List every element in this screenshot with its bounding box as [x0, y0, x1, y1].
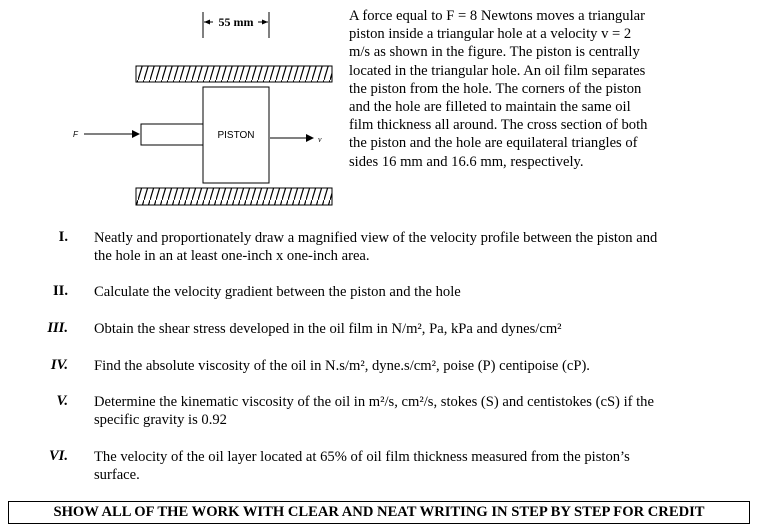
instruction-box: SHOW ALL OF THE WORK WITH CLEAR AND NEAT WRITING IN STEP BY STEP FOR CREDIT	[8, 501, 750, 524]
question-number-1: I.	[58, 229, 68, 245]
velocity-label: v	[318, 135, 322, 144]
question-text-4: Find the absolute viscosity of the oil in N.s/m², dyne.s/cm², poise (P) centipoise (cP).	[94, 358, 590, 374]
dimension-label: 55 mm	[218, 15, 254, 29]
bottom-wall	[136, 188, 332, 205]
top-wall	[136, 66, 332, 82]
question-text-1: Neatly and proportionately draw a magnified view of the velocity profile between the piston and the hole in an at least one-inch x one-inch area.	[94, 230, 658, 265]
question-text-5: Determine the kinematic viscosity of the oil in m²/s, cm²/s, stokes (S) and centistokes (cS) if the specific gravity is 0.92	[94, 394, 654, 429]
piston-label: PISTON	[217, 130, 255, 141]
piston-rod	[141, 124, 204, 145]
force-label: F	[73, 130, 78, 139]
question-number-4: IV.	[50, 357, 68, 373]
question-text-2: Calculate the velocity gradient between the piston and the hole	[94, 284, 461, 300]
question-number-5: V.	[56, 393, 68, 409]
question-text-3: Obtain the shear stress developed in the oil film in N/m², Pa, kPa and dynes/cm²	[94, 321, 562, 337]
question-number-6: VI.	[48, 448, 68, 464]
piston-figure	[0, 0, 345, 220]
question-number-3: III.	[47, 320, 68, 336]
question-number-2: II.	[52, 283, 68, 299]
question-text-6: The velocity of the oil layer located at 65% of oil film thickness measured from the piston’s surface.	[94, 449, 630, 484]
problem-statement: A force equal to F = 8 Newtons moves a triangular piston inside a triangular hole at a velocity v = 2 m/s as shown in the figure. The piston is centrally located in the triangular hole. An oil film separates the piston from the hole. The corners of the piston and the hole are filleted to maintain the same oil film thickness all around. The cross section of both the piston and the hole are equilateral triangles of sides 16 mm and 16.6 mm, respectively.	[349, 8, 648, 170]
